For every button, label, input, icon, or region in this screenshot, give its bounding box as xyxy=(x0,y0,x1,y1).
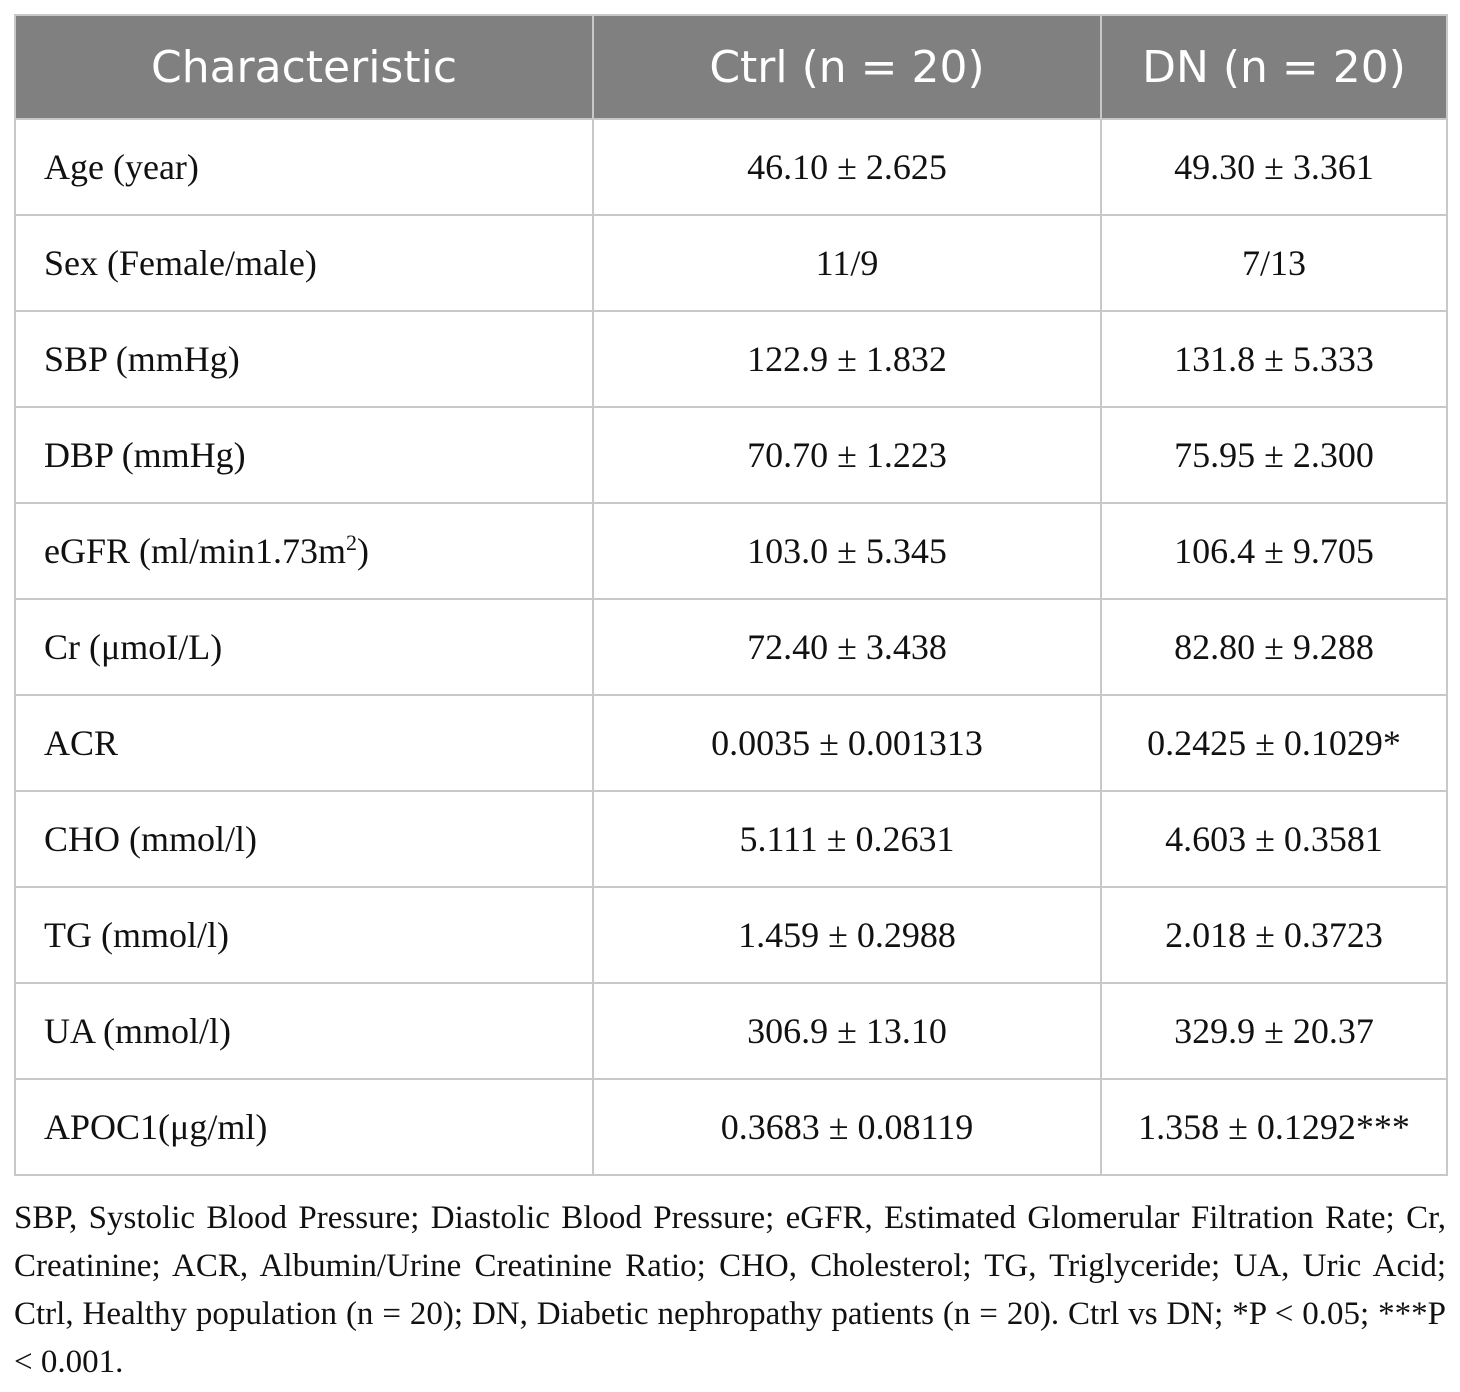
row-label-text: Age (year) xyxy=(44,147,199,187)
ctrl-value: 0.0035 ± 0.001313 xyxy=(593,695,1101,791)
header-dn: DN (n = 20) xyxy=(1101,15,1447,119)
header-ctrl: Ctrl (n = 20) xyxy=(593,15,1101,119)
row-label xyxy=(15,311,593,407)
table-footnote: SBP, Systolic Blood Pressure; Diastolic Blood Pressure; eGFR, Estimated Glomerular Filtration Rate; Cr, Creatinine; ACR, Albumin/Urine Creatinine Ratio; CHO, Cholesterol; TG, Triglyceride; UA, Uric Acid; Ctrl, Healthy population (n = 20); DN, Diabetic nephropathy patients (n = 20). Ctrl vs DN; *P < 0.05; ***P < 0.001. xyxy=(14,1200,1446,1380)
row-label-text: Sex (Female/male) xyxy=(44,243,317,283)
characteristics-table xyxy=(14,14,1448,1176)
dn-value: 0.2425 ± 0.1029* xyxy=(1101,695,1447,791)
dn-value: 82.80 ± 9.288 xyxy=(1101,599,1447,695)
row-label-text: ACR xyxy=(44,723,119,763)
ctrl-value: 122.9 ± 1.832 xyxy=(593,311,1101,407)
table-header xyxy=(15,15,1447,119)
table-row xyxy=(15,983,1447,1079)
table-body xyxy=(15,119,1447,1175)
row-label xyxy=(15,695,593,791)
table-row xyxy=(15,599,1447,695)
ctrl-value: 5.111 ± 0.2631 xyxy=(593,791,1101,887)
row-label-text: DBP (mmHg) xyxy=(44,435,246,475)
superscript: 2 xyxy=(346,530,358,555)
table-row xyxy=(15,215,1447,311)
table-container xyxy=(14,14,1446,1386)
row-label-text: Cr (μmoI/L) xyxy=(44,627,223,667)
table-row xyxy=(15,1079,1447,1175)
row-label xyxy=(15,887,593,983)
table-row xyxy=(15,887,1447,983)
row-label-text: APOC1(μg/ml) xyxy=(44,1107,268,1147)
ctrl-value: 1.459 ± 0.2988 xyxy=(593,887,1101,983)
row-label-text: UA (mmol/l) xyxy=(44,1011,231,1051)
ctrl-value: 306.9 ± 13.10 xyxy=(593,983,1101,1079)
header-row xyxy=(15,15,1447,119)
row-label xyxy=(15,983,593,1079)
table-row xyxy=(15,119,1447,215)
ctrl-value: 46.10 ± 2.625 xyxy=(593,119,1101,215)
dn-value: 106.4 ± 9.705 xyxy=(1101,503,1447,599)
table-row xyxy=(15,311,1447,407)
dn-value: 329.9 ± 20.37 xyxy=(1101,983,1447,1079)
row-label xyxy=(15,215,593,311)
row-label-suffix: ) xyxy=(357,531,370,571)
table-row xyxy=(15,407,1447,503)
row-label-text: eGFR (ml/min1.73m xyxy=(44,531,347,571)
dn-value: 2.018 ± 0.3723 xyxy=(1101,887,1447,983)
row-label xyxy=(15,1079,593,1175)
header-characteristic: Characteristic xyxy=(15,15,593,119)
row-label xyxy=(15,407,593,503)
table-row xyxy=(15,503,1447,599)
row-label xyxy=(15,791,593,887)
dn-value: 4.603 ± 0.3581 xyxy=(1101,791,1447,887)
dn-value: 75.95 ± 2.300 xyxy=(1101,407,1447,503)
row-label xyxy=(15,503,593,599)
dn-value: 131.8 ± 5.333 xyxy=(1101,311,1447,407)
table-row xyxy=(15,791,1447,887)
table-row xyxy=(15,695,1447,791)
ctrl-value: 70.70 ± 1.223 xyxy=(593,407,1101,503)
dn-value: 49.30 ± 3.361 xyxy=(1101,119,1447,215)
ctrl-value: 11/9 xyxy=(593,215,1101,311)
row-label-text: SBP (mmHg) xyxy=(44,339,240,379)
row-label xyxy=(15,599,593,695)
ctrl-value: 72.40 ± 3.438 xyxy=(593,599,1101,695)
dn-value: 7/13 xyxy=(1101,215,1447,311)
row-label-text: TG (mmol/l) xyxy=(44,915,229,955)
ctrl-value: 0.3683 ± 0.08119 xyxy=(593,1079,1101,1175)
row-label xyxy=(15,119,593,215)
row-label-text: CHO (mmol/l) xyxy=(44,819,257,859)
ctrl-value: 103.0 ± 5.345 xyxy=(593,503,1101,599)
dn-value: 1.358 ± 0.1292*** xyxy=(1101,1079,1447,1175)
